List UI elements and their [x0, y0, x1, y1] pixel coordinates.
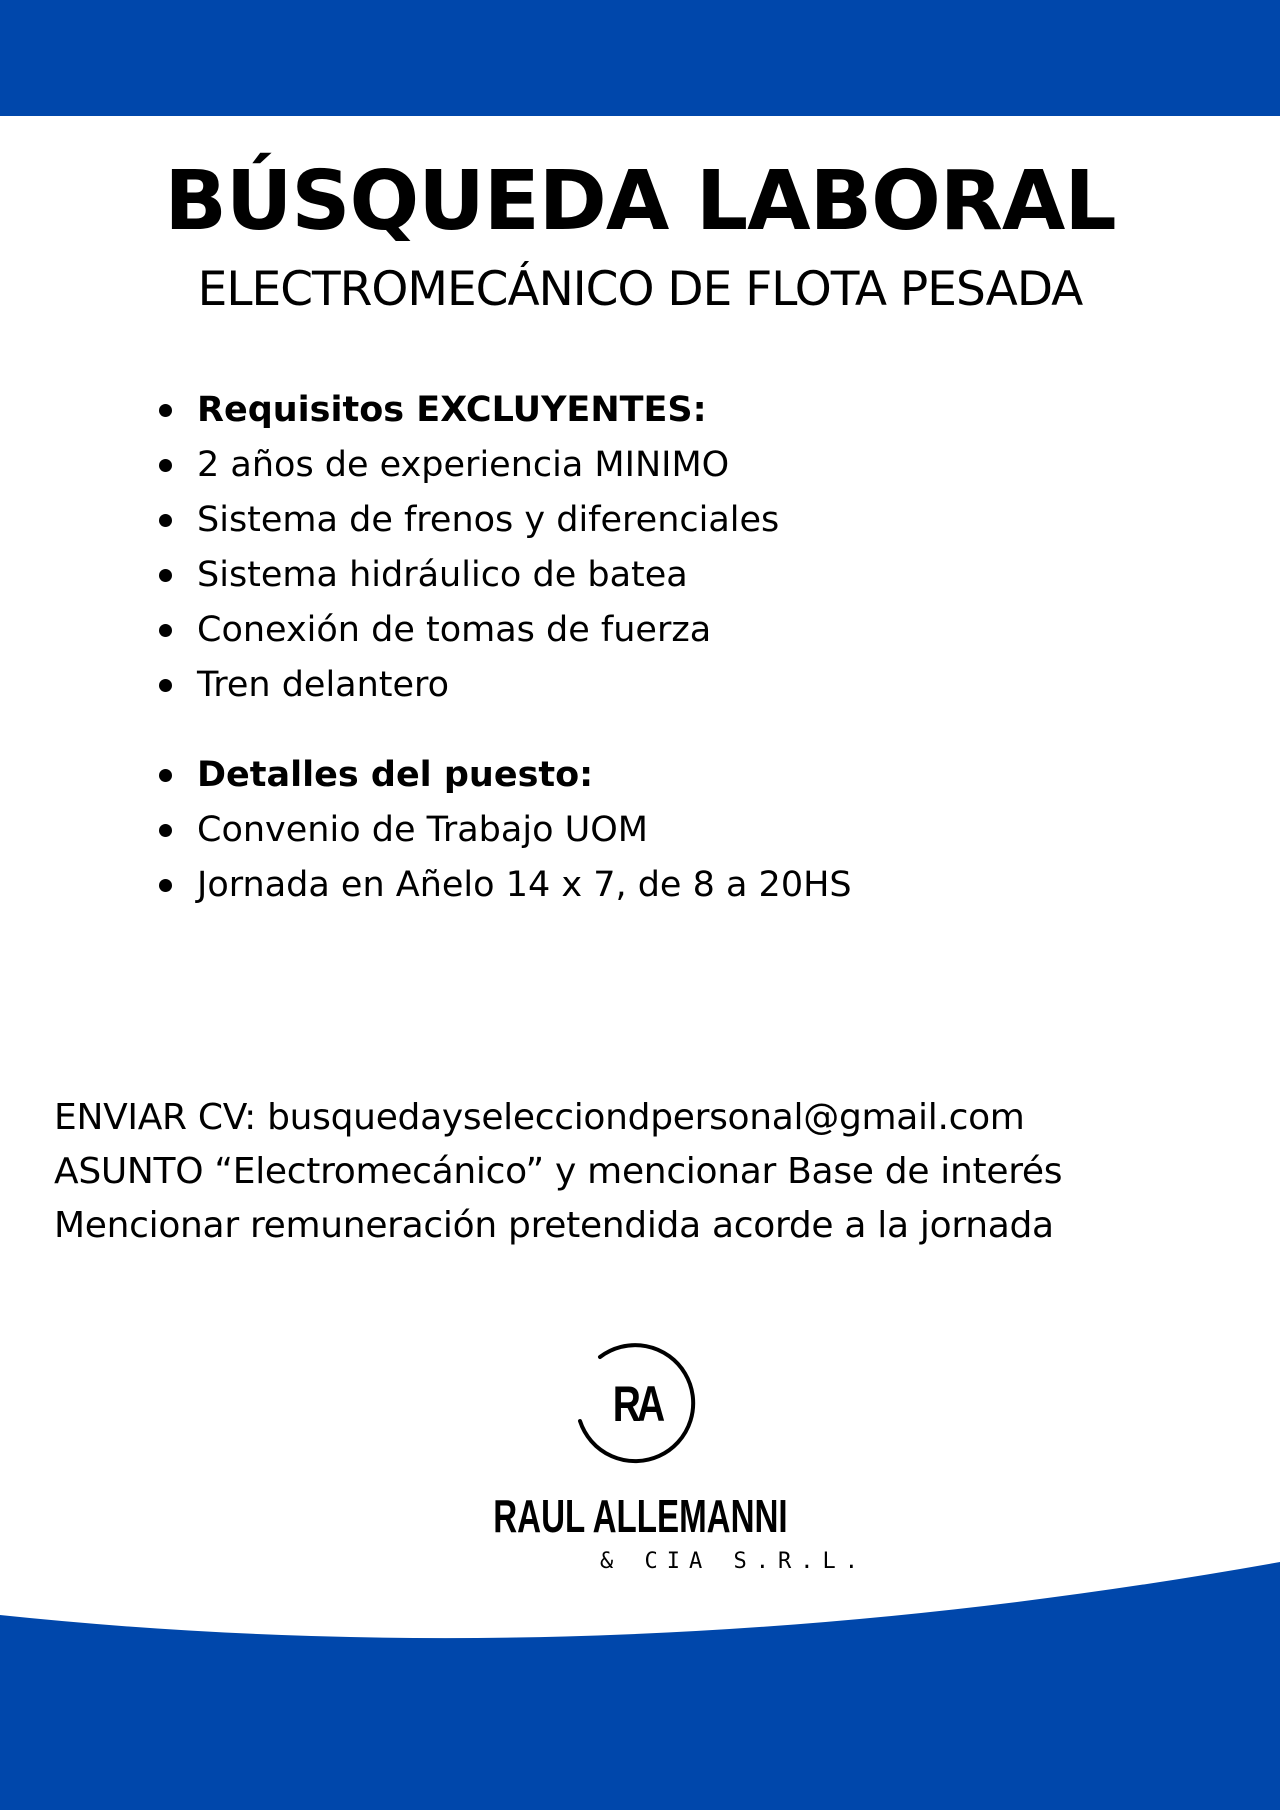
- bullet-icon: [159, 679, 172, 692]
- requirement-item: [155, 493, 779, 548]
- details-heading-item: [155, 748, 852, 803]
- top-banner: [0, 0, 1280, 116]
- job-details-list: [155, 748, 852, 913]
- bullet-icon: [159, 404, 172, 417]
- requirement-item: [155, 658, 779, 713]
- requirement-text: Sistema de frenos y diferenciales: [197, 500, 780, 540]
- bullet-icon: [159, 879, 172, 892]
- contact-email-line: ENVIAR CV: busquedayselecciondpersonal@gmail.com: [54, 1097, 1025, 1138]
- bullet-icon: [159, 769, 172, 782]
- details-heading: Detalles del puesto:: [197, 755, 594, 795]
- bullet-icon: [159, 514, 172, 527]
- company-logo: [576, 1343, 698, 1465]
- detail-text: Jornada en Añelo 14 x 7, de 8 a 20HS: [197, 865, 852, 905]
- top-banner-shape: [0, 0, 1280, 116]
- company-name-wrap: [0, 1488, 1280, 1544]
- company-suffix: & CIA S.R.L.: [600, 1549, 867, 1574]
- contact-subject-line: ASUNTO “Electromecánico” y mencionar Base de interés: [54, 1151, 1063, 1192]
- requirements-heading: Requisitos EXCLUYENTES:: [197, 390, 707, 430]
- page-title: BÚSQUEDA LABORAL: [164, 154, 1116, 249]
- bullet-icon: [159, 569, 172, 582]
- bottom-wave-fill: [0, 1562, 1280, 1810]
- requirement-text: Conexión de tomas de fuerza: [197, 610, 712, 650]
- detail-item: [155, 858, 852, 913]
- requirement-text: 2 años de experiencia MINIMO: [197, 445, 730, 485]
- bottom-wave-shape: [0, 1550, 1280, 1810]
- requirements-list: [155, 383, 779, 713]
- bullet-icon: [159, 824, 172, 837]
- requirement-item: [155, 438, 779, 493]
- requirement-item: [155, 603, 779, 658]
- company-name: RAUL ALLEMANNI: [492, 1490, 788, 1542]
- bullet-icon: [159, 624, 172, 637]
- detail-text: Convenio de Trabajo UOM: [197, 810, 648, 850]
- logo-monogram: RA: [612, 1376, 662, 1432]
- requirements-heading-item: [155, 383, 779, 438]
- requirement-item: [155, 548, 779, 603]
- top-banner-fill: [0, 0, 1280, 116]
- job-title-subtitle: ELECTROMECÁNICO DE FLOTA PESADA: [197, 262, 1083, 317]
- requirement-text: Tren delantero: [197, 665, 450, 705]
- bullet-icon: [159, 459, 172, 472]
- contact-salary-line: Mencionar remuneración pretendida acorde a la jornada: [54, 1205, 1054, 1246]
- bottom-banner: [0, 1550, 1280, 1810]
- detail-item: [155, 803, 852, 858]
- contact-instructions: [54, 1091, 1062, 1253]
- requirement-text: Sistema hidráulico de batea: [197, 555, 688, 595]
